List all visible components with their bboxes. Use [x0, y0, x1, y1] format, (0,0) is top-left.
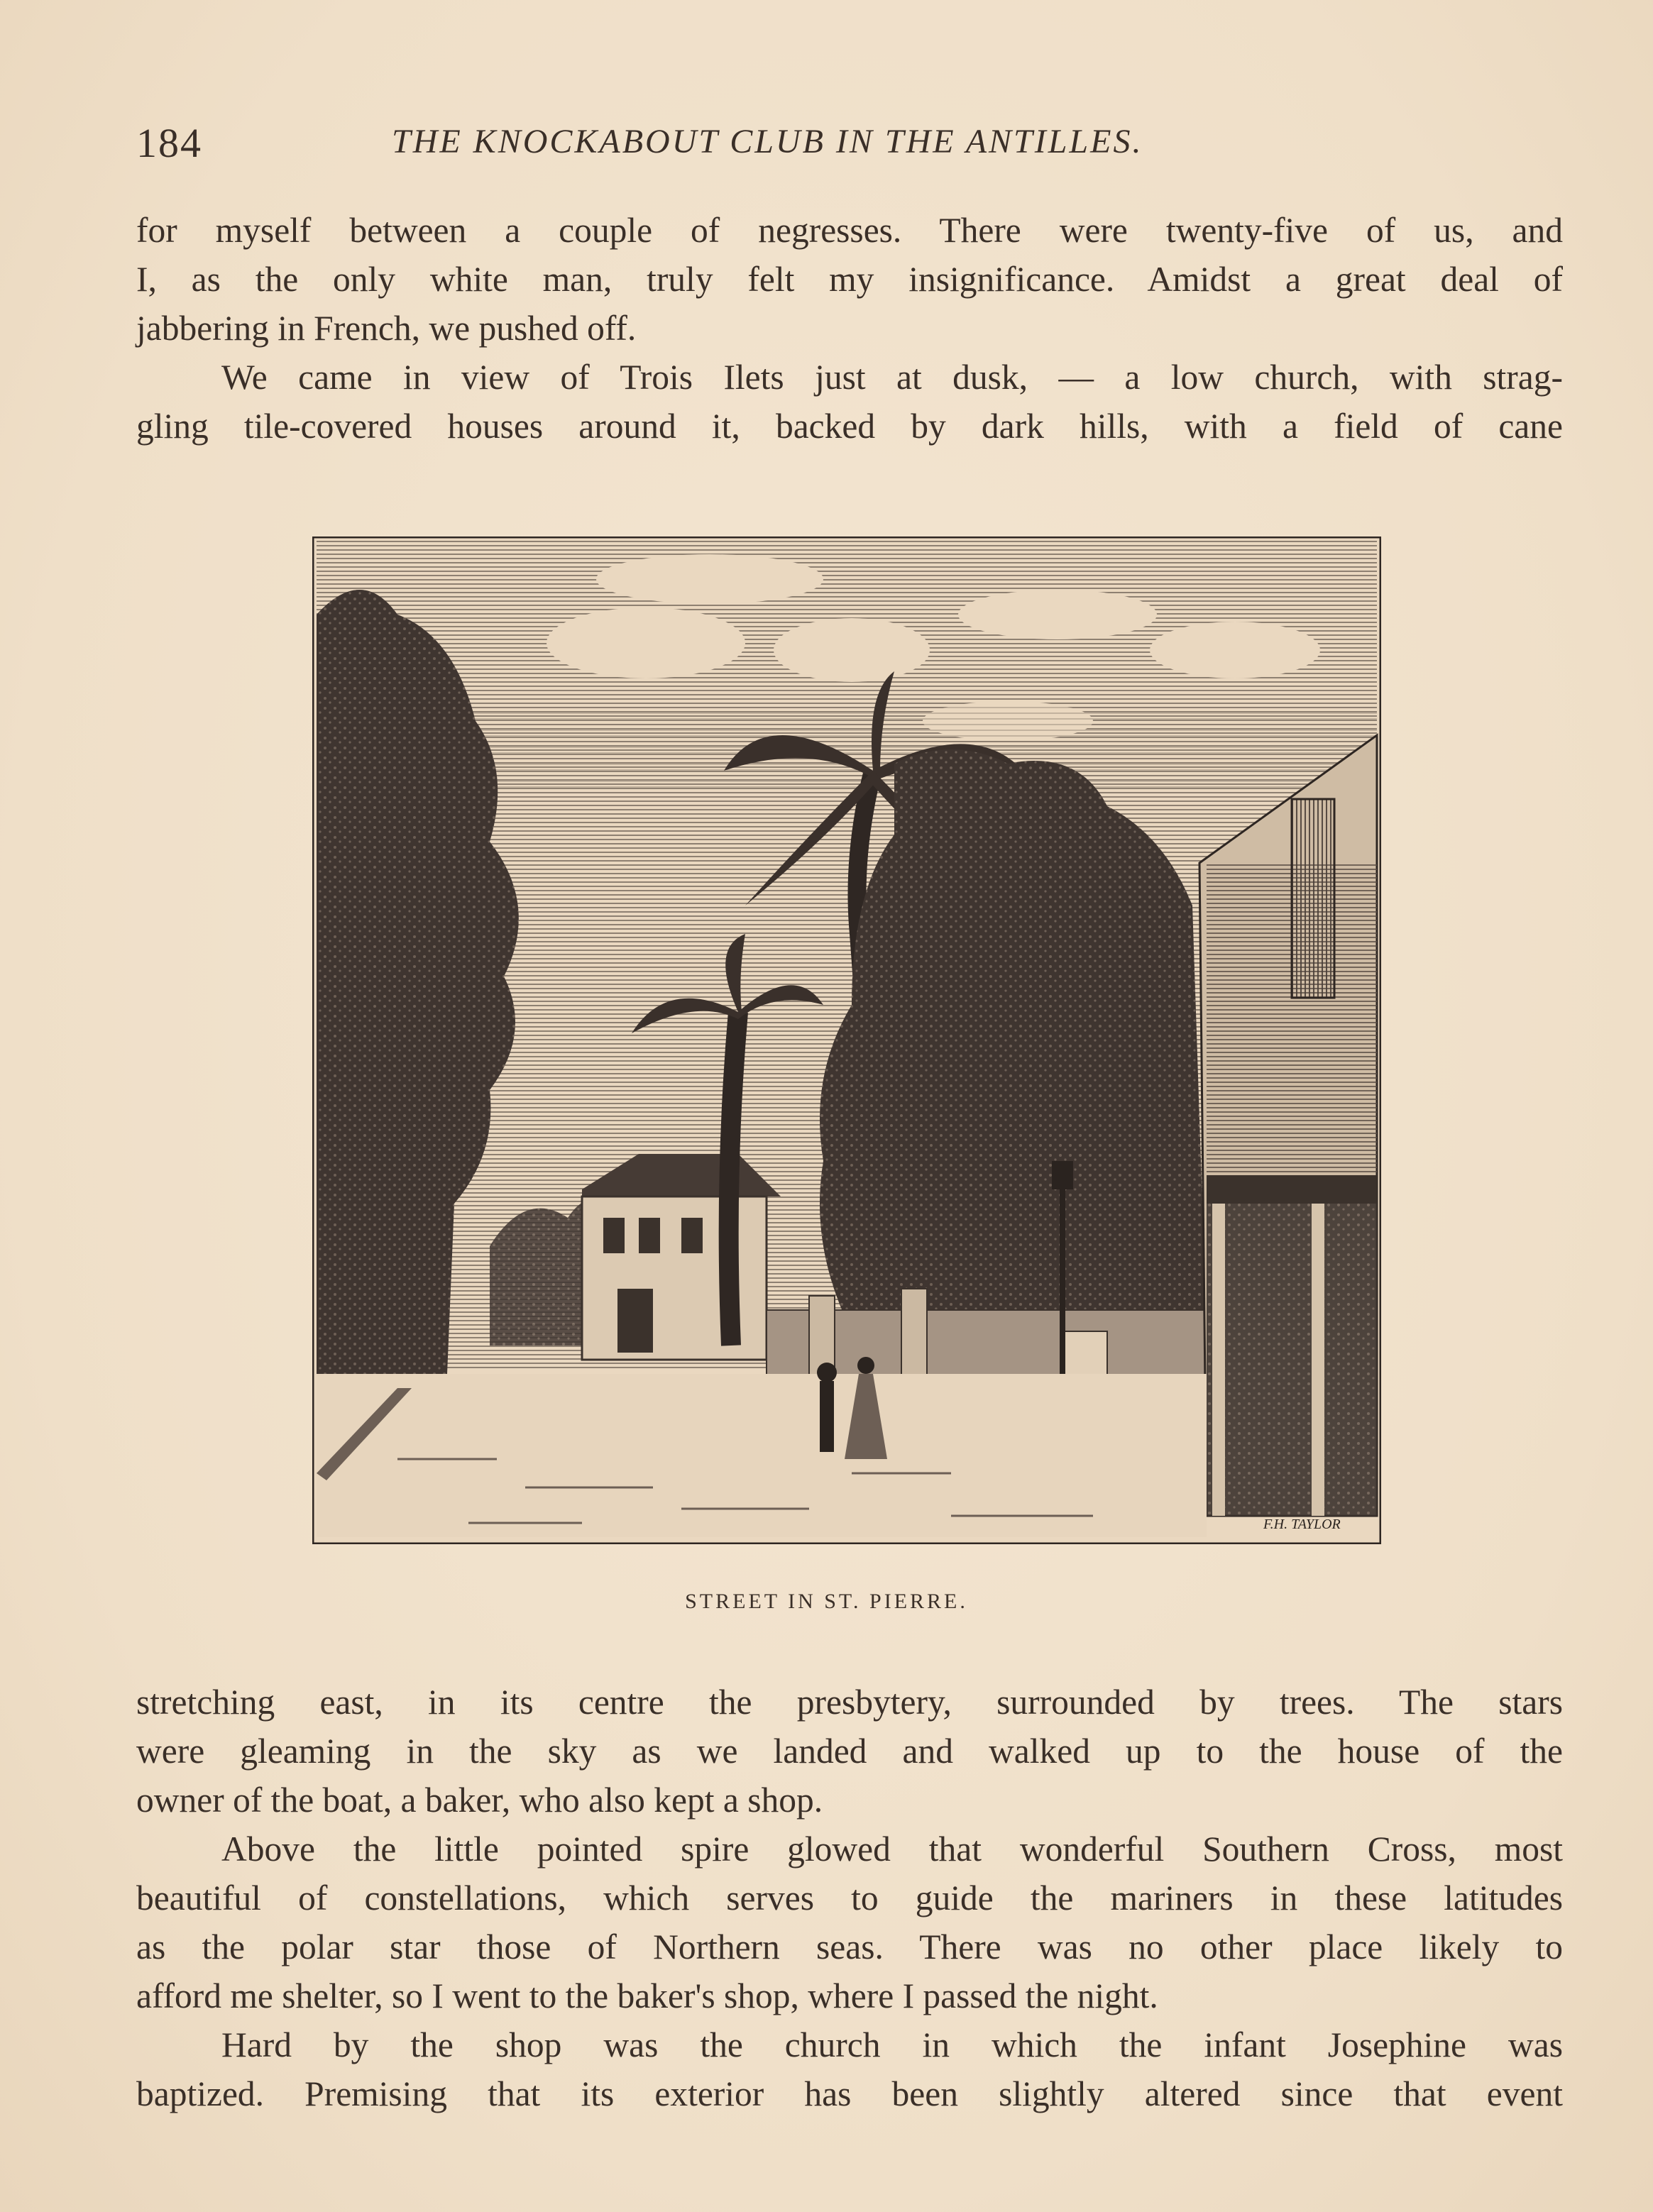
text-block-bottom: [136, 1678, 1563, 2118]
text-line: stretching east, in its centre the presbytery, surrounded by trees. The stars: [136, 1683, 1563, 1722]
text-line: gling tile-covered houses around it, backed by dark hills, with a field of cane: [136, 407, 1563, 446]
text-line: afford me shelter, so I went to the baker's shop, where I passed the night.: [136, 1976, 1158, 2015]
text-line: jabbering in French, we pushed off.: [136, 309, 637, 348]
text-line: I, as the only white man, truly felt my insignificance. Amidst a great deal of: [136, 260, 1563, 299]
text-line: as the polar star those of Northern seas. There was no other place likely to: [136, 1927, 1563, 1966]
text-line: Above the little pointed spire glowed that wonderful Southern Cross, most: [221, 1829, 1563, 1869]
text-line: were gleaming in the sky as we landed and walked up to the house of the: [136, 1732, 1563, 1771]
text-line: owner of the boat, a baker, who also kept a shop.: [136, 1781, 823, 1820]
text-line: for myself between a couple of negresses. There were twenty-five of us, and: [136, 211, 1563, 250]
central-house: [582, 1154, 781, 1360]
street: [317, 1374, 1207, 1537]
text-block-top: [136, 206, 1563, 451]
engraver-signature: F.H. TAYLOR: [1263, 1517, 1341, 1532]
running-title: THE KNOCKABOUT CLUB IN THE ANTILLES.: [392, 123, 1143, 160]
text-line: beautiful of constellations, which serves to guide the mariners in these latitudes: [136, 1878, 1563, 1917]
page-number: 184: [136, 120, 202, 166]
text-line: Hard by the shop was the church in which the infant Josephine was: [221, 2025, 1563, 2064]
text-line: baptized. Premising that its exterior has been slightly altered since that event: [136, 2074, 1563, 2113]
right-building: [1199, 735, 1377, 1516]
figure-caption: STREET IN ST. PIERRE.: [685, 1590, 968, 1613]
text-line: We came in view of Trois Ilets just at dusk, — a low church, with strag-: [221, 358, 1563, 397]
engraving-illustration: [312, 537, 1381, 1544]
